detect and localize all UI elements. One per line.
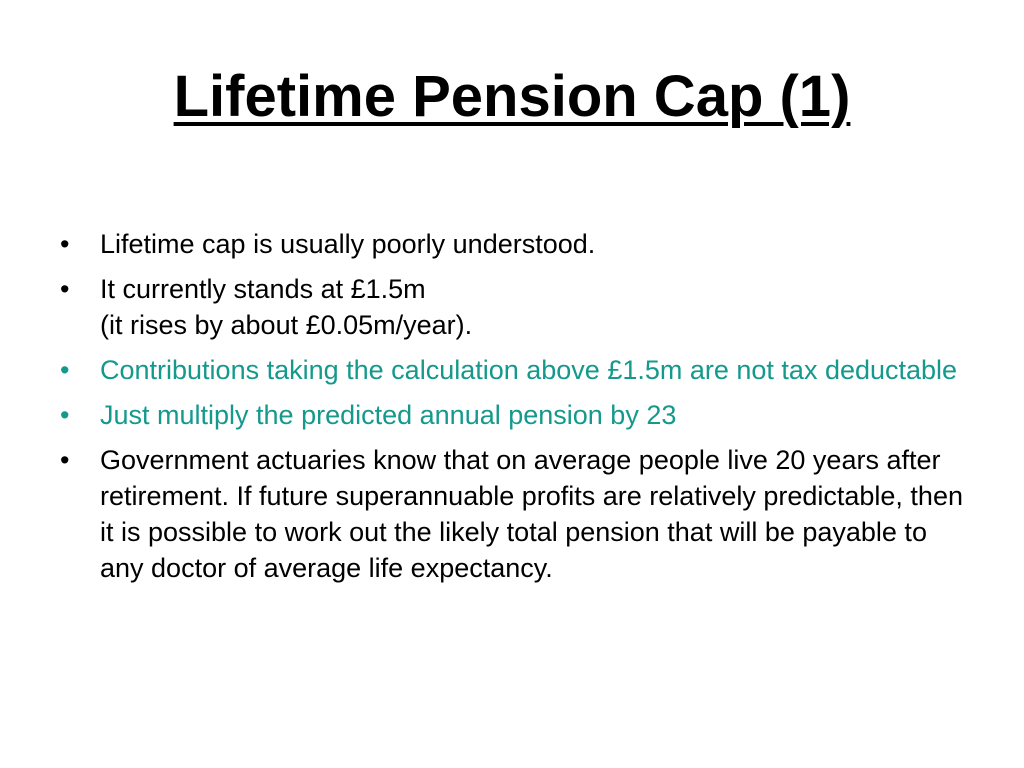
bullet-text: It currently stands at £1.5m [100,274,426,304]
bullet-marker: • [60,274,70,304]
slide-title [0,62,1024,132]
bullet-text: Government actuaries know that on average people live 20 years after retirement. If future superannuable profits are relatively predictable, then it is possible to work out the likely total pension that will be payable to any doctor of average life expectancy. [100,445,963,583]
bullet-text-continuation: (it rises by about £0.05m/year). [100,310,473,340]
bullet-text: Lifetime cap is usually poorly understood. [100,229,596,259]
bullet-marker: • [60,445,70,475]
bullet-list [60,226,970,595]
bullet-text: Contributions taking the calculation above £1.5m are not tax deductable [100,355,958,385]
bullet-marker: • [60,400,70,430]
bullet-marker: • [60,229,70,259]
bullet-item-1 [60,226,970,262]
slide-title-text: Lifetime Pension Cap (1) [173,64,851,129]
bullet-item-4 [60,397,970,433]
bullet-item-2 [60,271,970,343]
bullet-text: Just multiply the predicted annual pension by 23 [100,400,677,430]
bullet-item-5 [60,442,970,586]
bullet-item-3 [60,352,970,388]
bullet-marker: • [60,355,70,385]
